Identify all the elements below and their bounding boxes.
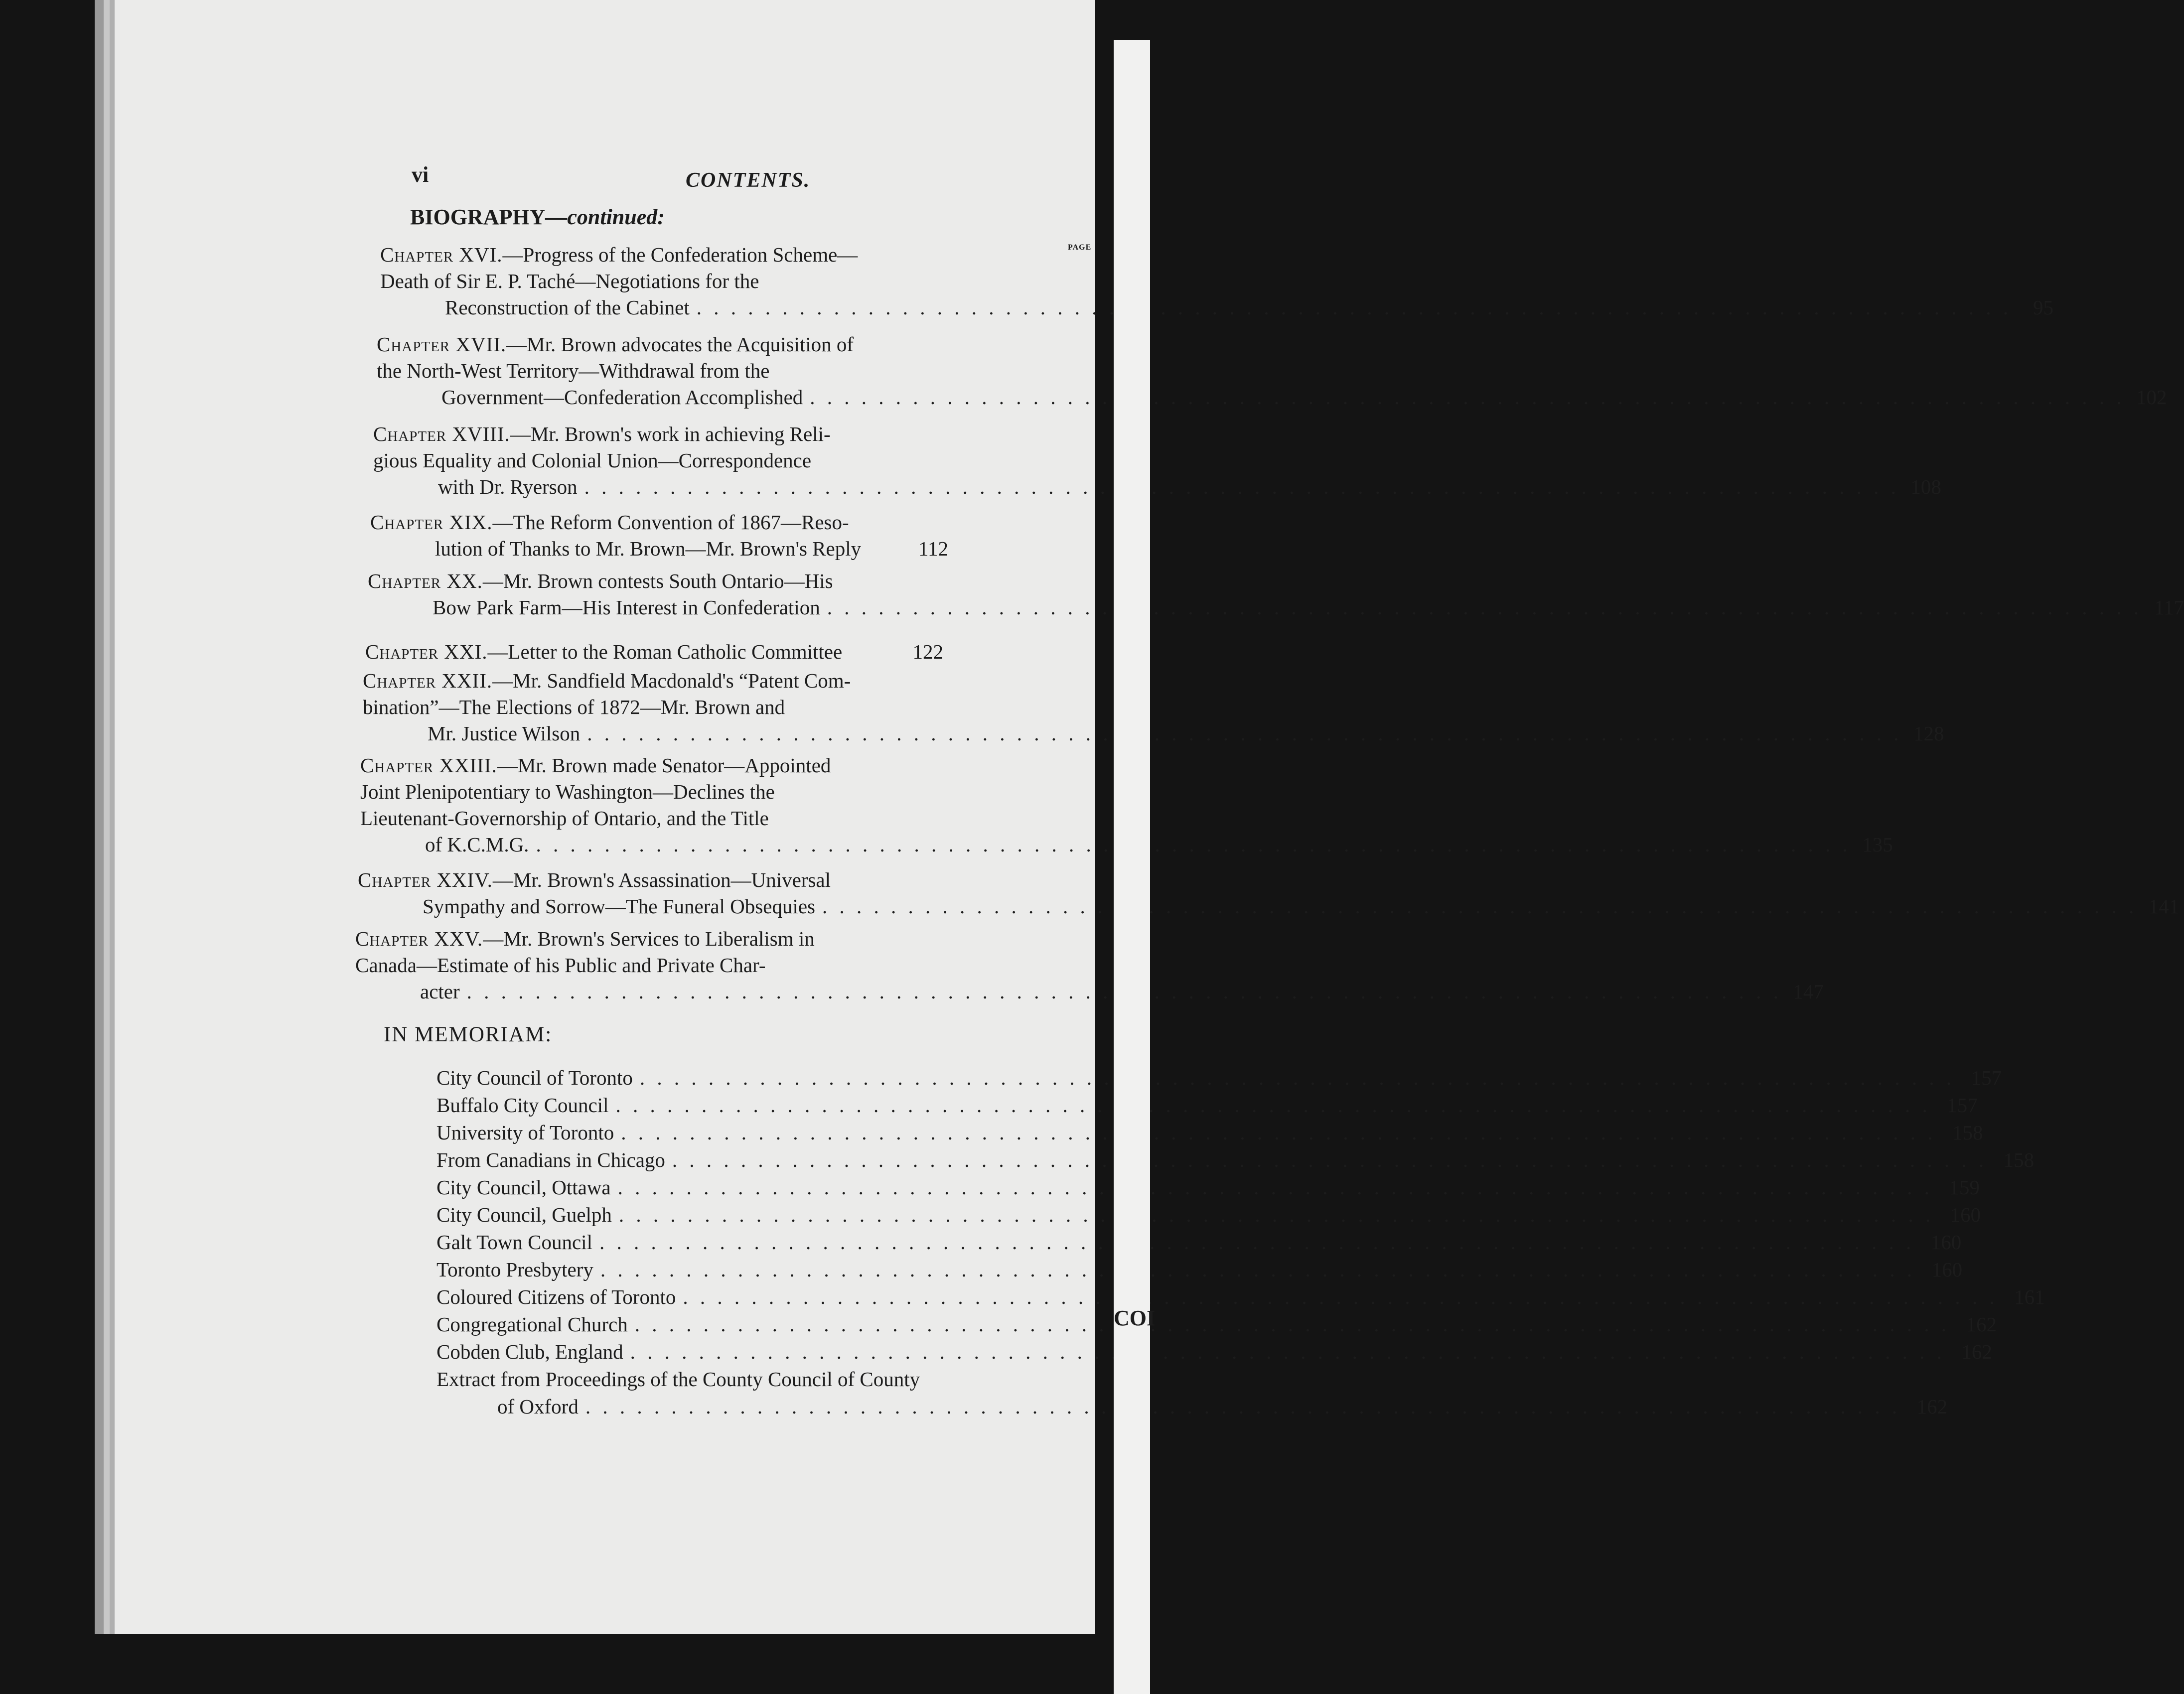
memoriam-item-text: University of Toronto xyxy=(437,1121,614,1144)
memoriam-item xyxy=(437,1228,1962,1256)
memoriam-item-text: Extract from Proceedings of the County Council of County xyxy=(437,1367,920,1391)
chapter-label: Chapter XX. xyxy=(368,569,483,592)
section-title: BIOGRAPHY xyxy=(410,205,546,229)
leader-dots xyxy=(822,893,2137,920)
chapter-entry xyxy=(370,509,948,562)
chapter-title-line: —Mr. Brown's Assassination—Universal xyxy=(492,868,831,891)
chapter-title-line: Reconstruction of the Cabinet xyxy=(445,296,690,319)
leader-dots xyxy=(600,1258,1915,1281)
chapter-entry xyxy=(355,926,1824,1005)
chapter-title-line: —Progress of the Confederation Scheme— xyxy=(502,243,858,266)
chapter-label: Chapter XXIV. xyxy=(358,868,493,891)
chapter-page-number: 95 xyxy=(2033,296,2053,319)
memoriam-item-text: From Canadians in Chicago xyxy=(437,1148,665,1171)
page-column-label: PAGE xyxy=(1068,243,1092,252)
chapter-title-line: —The Reform Convention of 1867—Reso- xyxy=(492,511,849,534)
memoriam-page-number: 162 xyxy=(1961,1340,1992,1363)
chapter-label: Chapter XXIII. xyxy=(360,754,497,777)
memoriam-page-number: 158 xyxy=(1952,1121,1983,1144)
chapter-entry xyxy=(363,668,1944,747)
chapter-page-number: 112 xyxy=(918,537,948,560)
memoriam-item xyxy=(437,1283,2045,1310)
leader-dots xyxy=(587,720,1902,747)
chapter-title-line: Bow Park Farm—His Interest in Confederation xyxy=(433,596,820,619)
leader-dots xyxy=(630,1340,1945,1364)
chapter-title-line: Mr. Justice Wilson xyxy=(428,722,581,745)
chapter-page-number: 102 xyxy=(2136,386,2167,409)
running-title: CONTENTS. xyxy=(686,169,811,192)
chapter-title-line: lution of Thanks to Mr. Brown—Mr. Brown's Reply xyxy=(435,537,862,560)
leader-dots xyxy=(621,1121,1936,1144)
leader-dots xyxy=(683,1285,1998,1309)
memoriam-item-text: of Oxford xyxy=(497,1395,579,1418)
facing-page-fragment: COI xyxy=(1114,1306,1156,1330)
leader-dots xyxy=(584,474,1899,500)
chapter-title-line: gious Equality and Colonial Union—Correspondence xyxy=(373,449,812,472)
chapter-title-line: —Mr. Brown's Services to Liberalism in xyxy=(483,927,815,950)
memoriam-page-number: 159 xyxy=(1949,1175,1980,1199)
chapter-entry xyxy=(360,752,1893,858)
memoriam-item-text: Galt Town Council xyxy=(437,1230,592,1254)
leader-dots xyxy=(635,1312,1950,1336)
chapter-page-number: 122 xyxy=(912,640,943,663)
memoriam-item-text: Coloured Citizens of Toronto xyxy=(437,1285,676,1308)
chapter-label: Chapter XXV. xyxy=(355,927,483,950)
memoriam-page-number: 160 xyxy=(1931,1258,1963,1281)
chapter-label: Chapter XVII. xyxy=(377,333,507,356)
chapter-label: Chapter XVI. xyxy=(380,243,503,266)
memoriam-item-text: Toronto Presbytery xyxy=(437,1258,593,1281)
chapter-page-number: 141 xyxy=(2148,895,2180,918)
memoriam-page-number: 162 xyxy=(1966,1312,1997,1336)
memoriam-page-number: 160 xyxy=(1930,1230,1962,1254)
chapter-page-number: 128 xyxy=(1913,722,1944,745)
memoriam-page-number: 157 xyxy=(1971,1066,2002,1089)
leader-dots xyxy=(827,594,2142,621)
leader-dots xyxy=(640,1066,1955,1090)
chapter-entry xyxy=(358,867,2180,920)
memoriam-page-number: 161 xyxy=(2014,1285,2045,1308)
section-heading xyxy=(410,204,665,230)
memoriam-item xyxy=(437,1365,1019,1393)
memoriam-page-number: 157 xyxy=(1947,1093,1978,1117)
memoriam-item xyxy=(437,1256,1963,1283)
chapter-title-line: —Mr. Brown's work in achieving Reli- xyxy=(510,423,831,445)
chapter-title-line: —Letter to the Roman Catholic Committee xyxy=(487,640,843,663)
memoriam-item-text: City Council of Toronto xyxy=(437,1066,633,1089)
memoriam-item xyxy=(437,1119,1983,1146)
chapter-title-line: —Mr. Brown advocates the Acquisition of xyxy=(506,333,854,356)
chapter-title-line: the North-West Territory—Withdrawal from the xyxy=(377,359,770,382)
memoriam-item xyxy=(437,1091,1978,1119)
memoriam-item-continuation xyxy=(437,1393,1948,1420)
chapter-entry xyxy=(377,331,2167,411)
chapter-page-number: 147 xyxy=(1793,980,1824,1003)
memoriam-item xyxy=(437,1064,2002,1091)
memoriam-item xyxy=(437,1338,1992,1365)
chapter-title-line: Canada—Estimate of his Public and Private Char- xyxy=(355,954,766,977)
chapter-title-line: acter xyxy=(420,980,460,1003)
chapter-title-line: —Mr. Sandfield Macdonald's “Patent Com- xyxy=(492,669,851,692)
memoriam-item-text: City Council, Ottawa xyxy=(437,1175,611,1199)
chapter-page-number: 135 xyxy=(1862,833,1893,856)
section-suffix: —continued: xyxy=(545,205,665,229)
chapter-title-line: bination”—The Elections of 1872—Mr. Brown and xyxy=(363,696,785,718)
leader-dots xyxy=(619,1203,1934,1227)
leader-dots xyxy=(810,384,2125,411)
chapter-title-line: with Dr. Ryerson xyxy=(438,475,578,498)
memoriam-page-number: 160 xyxy=(1950,1203,1981,1226)
leader-dots xyxy=(585,1395,1900,1418)
memoriam-page-number: 158 xyxy=(2003,1148,2035,1171)
memoriam-page-number: 162 xyxy=(1916,1395,1948,1418)
memoriam-heading: IN MEMORIAM: xyxy=(384,1023,553,1046)
chapter-title-line: Joint Plenipotentiary to Washington—Declines the xyxy=(360,780,775,803)
memoriam-item-text: Cobden Club, England xyxy=(437,1340,623,1363)
page-numeral: vi xyxy=(412,162,429,187)
leader-dots xyxy=(599,1230,1914,1254)
leader-dots xyxy=(536,832,1851,858)
chapter-page-number: 108 xyxy=(1910,475,1941,498)
chapter-label: Chapter XIX. xyxy=(370,511,493,534)
leader-dots xyxy=(697,294,2012,321)
chapter-title-line: —Mr. Brown made Senator—Appointed xyxy=(497,754,831,777)
chapter-label: Chapter XXI. xyxy=(365,640,488,663)
memoriam-item xyxy=(437,1146,2035,1173)
chapter-entry xyxy=(373,421,1941,500)
memoriam-item xyxy=(437,1201,1981,1228)
memoriam-item-text: Buffalo City Council xyxy=(437,1093,609,1117)
chapter-entry xyxy=(365,639,943,665)
leader-dots xyxy=(672,1148,1987,1172)
chapter-label: Chapter XVIII. xyxy=(373,423,510,445)
chapter-title-line: Sympathy and Sorrow—The Funeral Obsequies xyxy=(423,895,815,918)
chapter-label: Chapter XXII. xyxy=(363,669,493,692)
chapter-page-number: 117 xyxy=(2154,596,2184,619)
chapter-entry xyxy=(368,568,2184,621)
chapter-title-line: Lieutenant-Governorship of Ontario, and the Title xyxy=(360,807,769,830)
leader-dots xyxy=(618,1175,1933,1199)
chapter-title-line: —Mr. Brown contests South Ontario—His xyxy=(482,569,833,592)
facing-page xyxy=(1114,40,1156,1694)
chapter-title-line: of K.C.M.G. xyxy=(425,833,529,856)
chapter-title-line: Death of Sir E. P. Taché—Negotiations for the xyxy=(380,270,759,292)
leader-dots xyxy=(615,1093,1930,1117)
chapter-title-line: Government—Confederation Accomplished xyxy=(441,386,803,409)
memoriam-item-text: City Council, Guelph xyxy=(437,1203,612,1226)
memoriam-item-text: Congregational Church xyxy=(437,1312,628,1336)
memoriam-item xyxy=(437,1173,1980,1201)
